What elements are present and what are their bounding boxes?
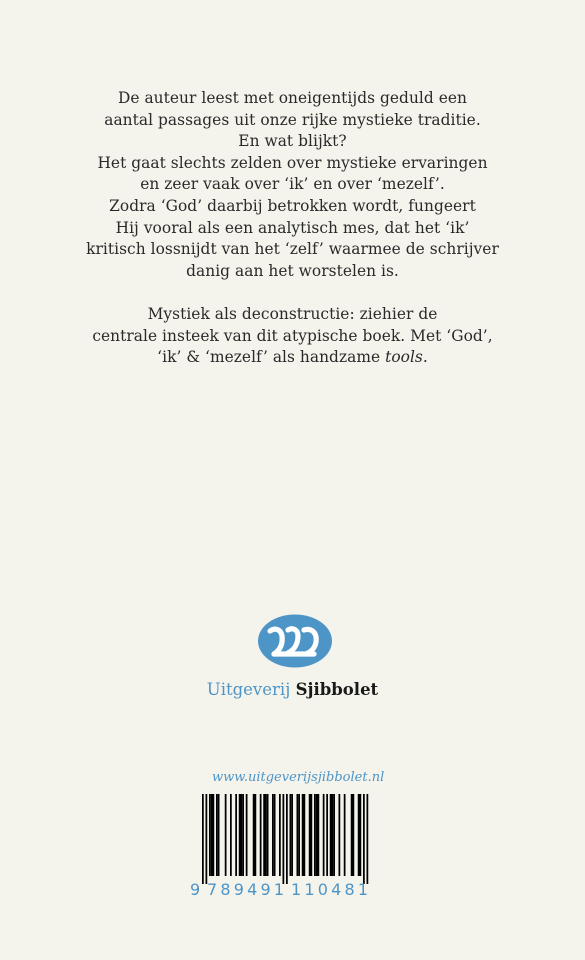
publisher-website: www.uitgeverijsjibbolet.nl xyxy=(212,770,385,785)
barcode-bar xyxy=(239,794,241,876)
blurb-line: danig aan het worstelen is. xyxy=(186,261,399,280)
barcode-guard-bar xyxy=(283,794,285,884)
back-cover-blurb xyxy=(0,88,585,369)
blurb-line: Het gaat slechts zelden over mystieke ervaringen xyxy=(97,153,488,172)
barcode-guard-bar xyxy=(363,794,365,884)
barcode-bar xyxy=(360,794,362,876)
barcode-bar xyxy=(304,794,306,876)
barcode-bar xyxy=(302,794,304,876)
blurb-line: Mystiek als deconstructie: ziehier de xyxy=(147,304,438,323)
barcode-bar xyxy=(339,794,341,876)
barcode-bar xyxy=(330,794,332,876)
barcode-bar xyxy=(246,794,248,876)
blurb-line: De auteur leest met oneigentijds geduld een xyxy=(117,89,468,107)
blurb-text: . xyxy=(422,348,428,367)
barcode-bar xyxy=(209,794,211,876)
barcode-bar xyxy=(332,794,334,876)
barcode-bar xyxy=(309,794,311,876)
barcode-digits-left: 789491 xyxy=(207,880,288,899)
barcode-bar xyxy=(323,794,325,876)
barcode-bar xyxy=(216,794,218,876)
paragraph-gap xyxy=(0,282,585,304)
barcode-bar xyxy=(255,794,257,876)
barcode-bar xyxy=(290,794,292,876)
blurb-line-last xyxy=(0,347,585,369)
blurb-line: kritisch lossnijdt van het ‘zelf’ waarmee de schrijver xyxy=(86,240,499,259)
barcode-bar xyxy=(326,794,328,876)
barcode-guard-bar xyxy=(367,794,369,884)
barcode-bars xyxy=(190,794,378,884)
barcode-bar xyxy=(267,794,269,876)
barcode-bar xyxy=(353,794,355,876)
barcode-digit-lead: 9 xyxy=(190,880,204,899)
barcode-bar xyxy=(298,794,300,876)
blurb-line: centrale insteek van dit atypische boek. Met ‘God’, xyxy=(92,326,493,345)
barcode-bar xyxy=(242,794,244,876)
barcode-bar xyxy=(263,794,265,876)
blurb-line: aantal passages uit onze rijke mystieke traditie. xyxy=(104,110,481,129)
barcode-bar xyxy=(235,794,237,876)
blurb-line: Zodra ‘God’ daarbij betrokken wordt, fungeert xyxy=(109,196,476,215)
barcode-bar xyxy=(213,794,215,876)
blurb-line: En wat blijkt? xyxy=(238,132,347,151)
barcode-guard-bar xyxy=(206,794,208,884)
barcode-bar xyxy=(274,794,276,876)
blurb-line: en zeer vaak over ‘ik’ en over ‘mezelf’. xyxy=(140,175,445,194)
barcode-bar xyxy=(351,794,353,876)
publisher-name-first: Uitgeverij xyxy=(206,680,291,699)
barcode-guard-bar xyxy=(286,794,288,884)
barcode-bar xyxy=(260,794,262,876)
barcode-bar xyxy=(279,794,281,876)
barcode-bar xyxy=(344,794,346,876)
barcode-bar xyxy=(218,794,220,876)
barcode-bar xyxy=(241,794,243,876)
barcode-bar xyxy=(333,794,335,876)
barcode-bar xyxy=(253,794,255,876)
barcode-bar xyxy=(225,794,227,876)
barcode-bar xyxy=(316,794,318,876)
barcode-bar xyxy=(314,794,316,876)
barcode-bar xyxy=(318,794,320,876)
barcode-bar xyxy=(297,794,299,876)
barcode-bar xyxy=(291,794,293,876)
barcode-guard-bar xyxy=(202,794,204,884)
barcode-bar xyxy=(358,794,360,876)
barcode-bar xyxy=(211,794,213,876)
barcode-bar xyxy=(272,794,274,876)
blurb-italic-word: tools xyxy=(385,348,423,367)
publisher-name-second: Sjibbolet xyxy=(295,680,379,699)
barcode-bar xyxy=(265,794,267,876)
barcode-bar xyxy=(311,794,313,876)
barcode-bar xyxy=(230,794,232,876)
blurb-text: ‘ik’ & ‘mezelf’ als handzame xyxy=(157,348,386,367)
publisher-name xyxy=(0,680,585,699)
shin-letter-logo-icon xyxy=(257,614,333,668)
barcode-digits-right: 110481 xyxy=(291,880,372,899)
isbn-barcode xyxy=(190,794,378,902)
blurb-line: Hij vooral als een analytisch mes, dat het ‘ik’ xyxy=(115,218,470,237)
